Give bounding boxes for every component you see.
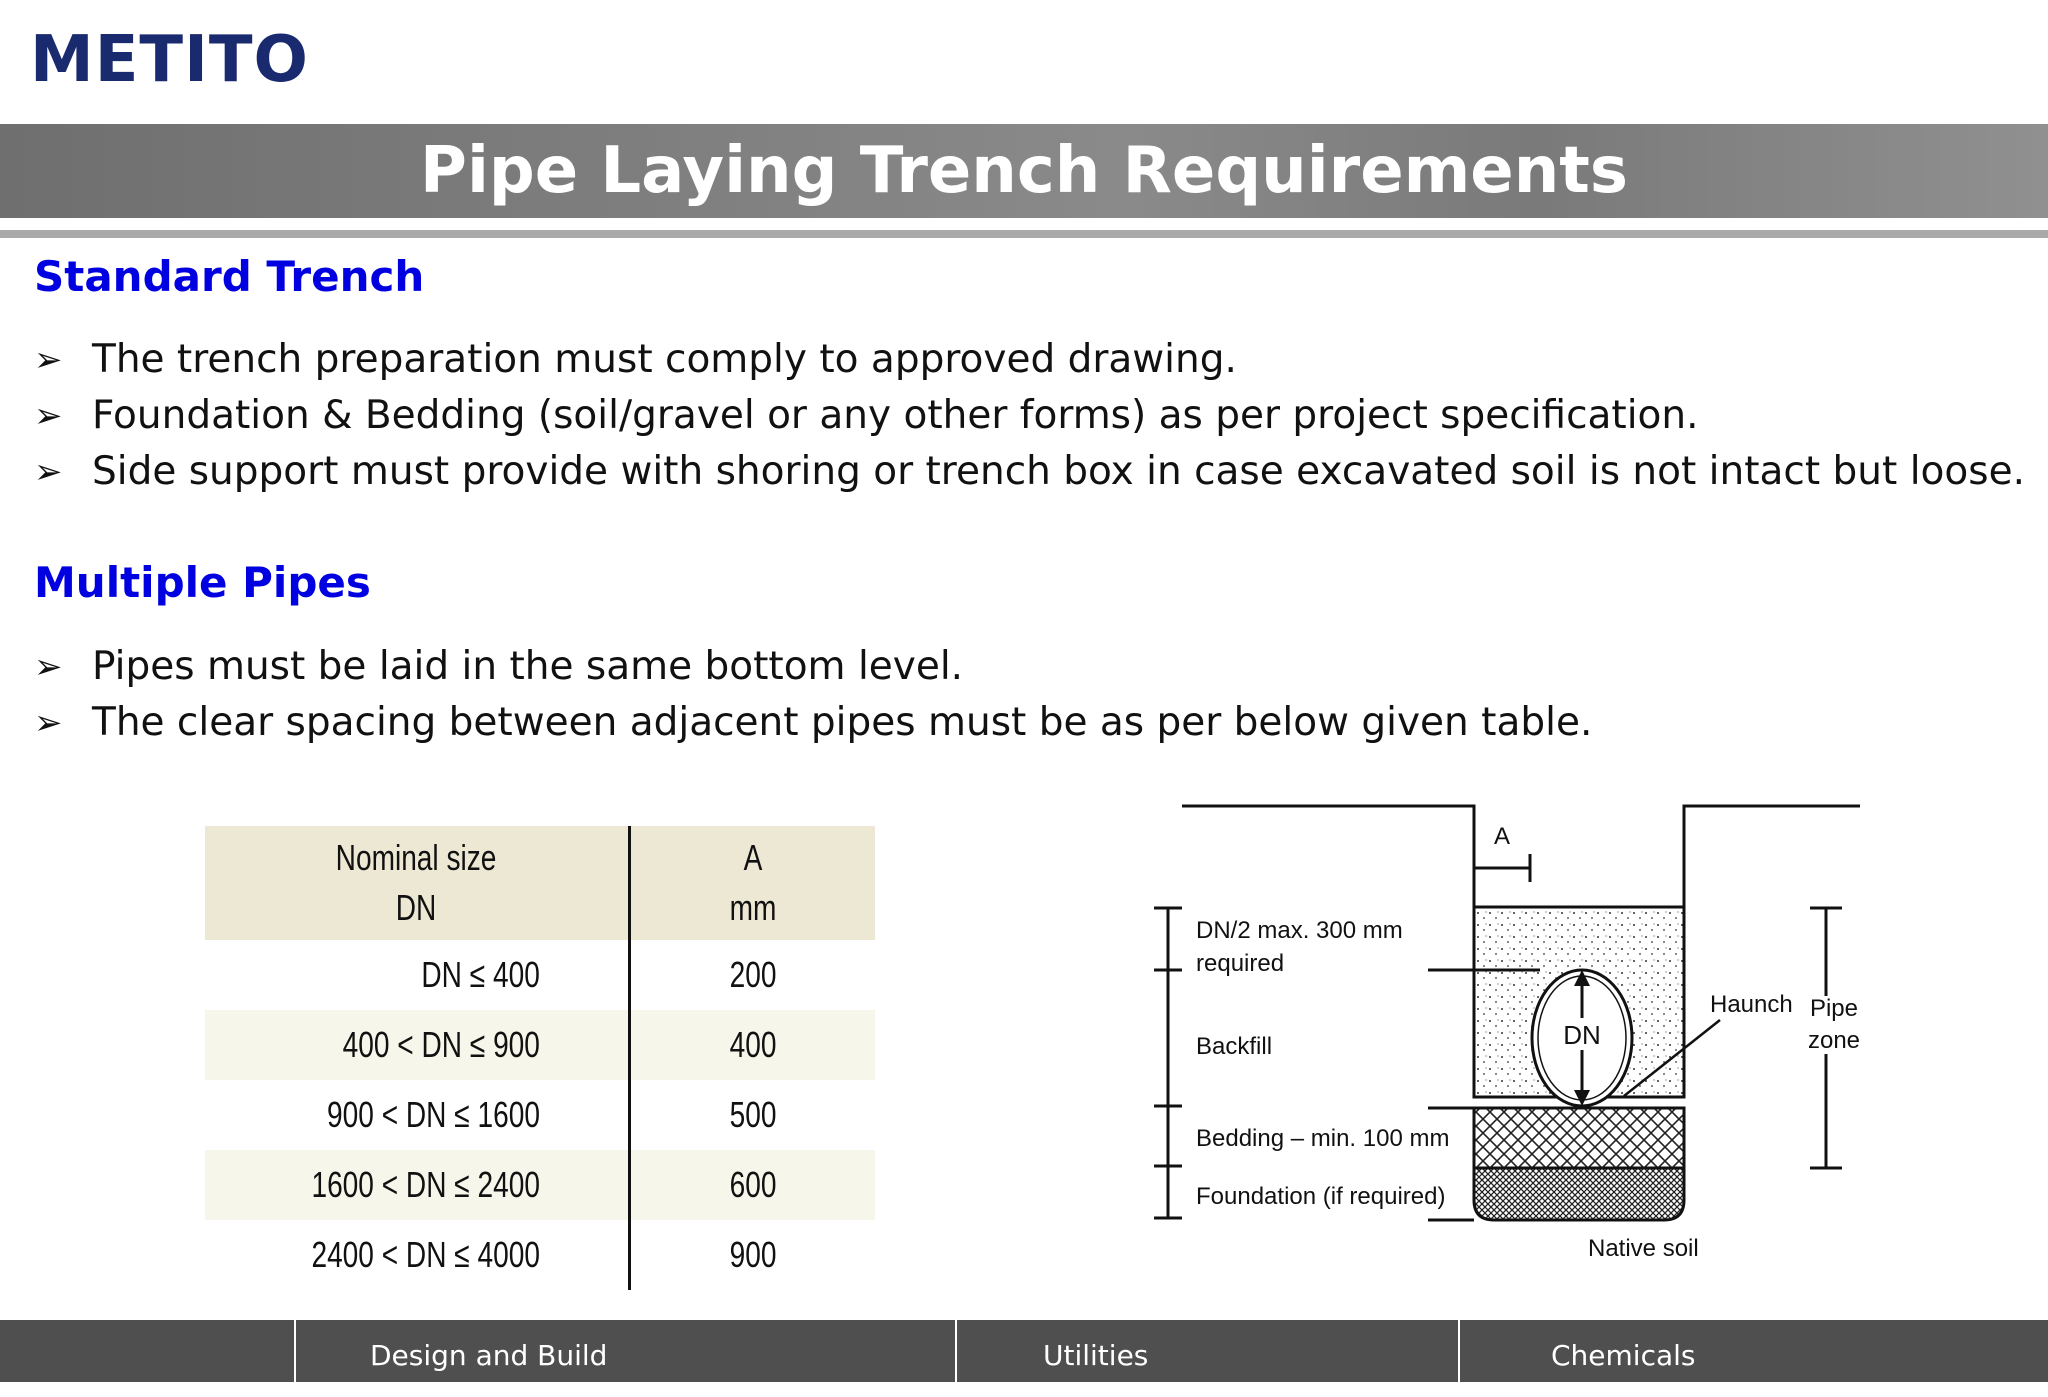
table-header-row [205, 826, 875, 940]
footer-divider [1458, 1310, 1460, 1386]
trench-cross-section-diagram [1140, 790, 1870, 1280]
table-row [205, 1150, 875, 1220]
foundation-label: Foundation (if required) [1196, 1183, 1446, 1210]
left-dimension [1154, 908, 1182, 1218]
cell-dn: 2400 < DN ≤ 4000 [205, 1220, 629, 1290]
list-item: ➢ Pipes must be laid in the same bottom level. [34, 639, 1592, 695]
list-item: ➢ The clear spacing between adjacent pipes must be as per below given table. [34, 695, 1592, 751]
pipe-spacing-table [205, 826, 875, 1290]
title-underline [0, 230, 2048, 238]
footer-divider [955, 1310, 957, 1386]
footer-item-chemicals: Chemicals [1551, 1339, 1696, 1372]
cell-dn: 400 < DN ≤ 900 [205, 1010, 629, 1080]
footer-divider [294, 1310, 296, 1386]
arrow-bullet-icon: ➢ [34, 396, 63, 436]
list-item: ➢ Side support must provide with shoring or trench box in case excavated soil is not intact but loose. [34, 444, 2025, 500]
standard-trench-list [34, 332, 2025, 500]
cell-a: 400 [629, 1010, 875, 1080]
header-nominal-size: Nominal size DN [205, 826, 629, 940]
footer-item-utilities: Utilities [1043, 1339, 1149, 1372]
required-label: required [1196, 950, 1285, 977]
bedding-label: Bedding – min. 100 mm [1196, 1125, 1450, 1152]
trench-outline [1182, 806, 1860, 907]
footer-bar [0, 1320, 2048, 1382]
native-soil-label: Native soil [1588, 1235, 1699, 1262]
footer-item-design-and-build: Design and Build [370, 1339, 608, 1372]
arrow-bullet-icon: ➢ [34, 340, 63, 380]
arrow-bullet-icon: ➢ [34, 647, 63, 687]
header-a-mm: A mm [629, 826, 875, 940]
zone-label: zone [1807, 1027, 1861, 1054]
backfill-label: Backfill [1196, 1033, 1273, 1060]
haunch-label: Haunch [1710, 991, 1793, 1018]
cell-dn: 1600 < DN ≤ 2400 [205, 1150, 629, 1220]
dn-half-label: DN/2 max. 300 mm [1196, 917, 1403, 944]
list-item: ➢ Foundation & Bedding (soil/gravel or any other forms) as per project specification. [34, 388, 2025, 444]
cell-a: 200 [629, 940, 875, 1010]
table-row [205, 940, 875, 1010]
section-heading-standard-trench: Standard Trench [34, 252, 425, 301]
section-heading-multiple-pipes: Multiple Pipes [34, 558, 371, 607]
arrow-bullet-icon: ➢ [34, 703, 63, 743]
foundation-layer [1474, 1168, 1684, 1220]
cell-a: 900 [629, 1220, 875, 1290]
dn-label: DN [1563, 1020, 1601, 1050]
bedding-layer [1474, 1108, 1684, 1168]
cell-a: 600 [629, 1150, 875, 1220]
cell-dn: DN ≤ 400 [205, 940, 629, 1010]
multiple-pipes-list [34, 639, 1592, 751]
table-row [205, 1220, 875, 1290]
cell-a: 500 [629, 1080, 875, 1150]
table-row [205, 1080, 875, 1150]
dimension-a-label: A [1493, 823, 1511, 850]
page-title: Pipe Laying Trench Requirements [420, 134, 1628, 208]
table-row [205, 1010, 875, 1080]
list-item: ➢ The trench preparation must comply to approved drawing. [34, 332, 2025, 388]
arrow-bullet-icon: ➢ [34, 452, 63, 492]
cell-dn: 900 < DN ≤ 1600 [205, 1080, 629, 1150]
metito-logo: METITO [30, 23, 309, 97]
pipe-label: Pipe [1809, 995, 1859, 1022]
